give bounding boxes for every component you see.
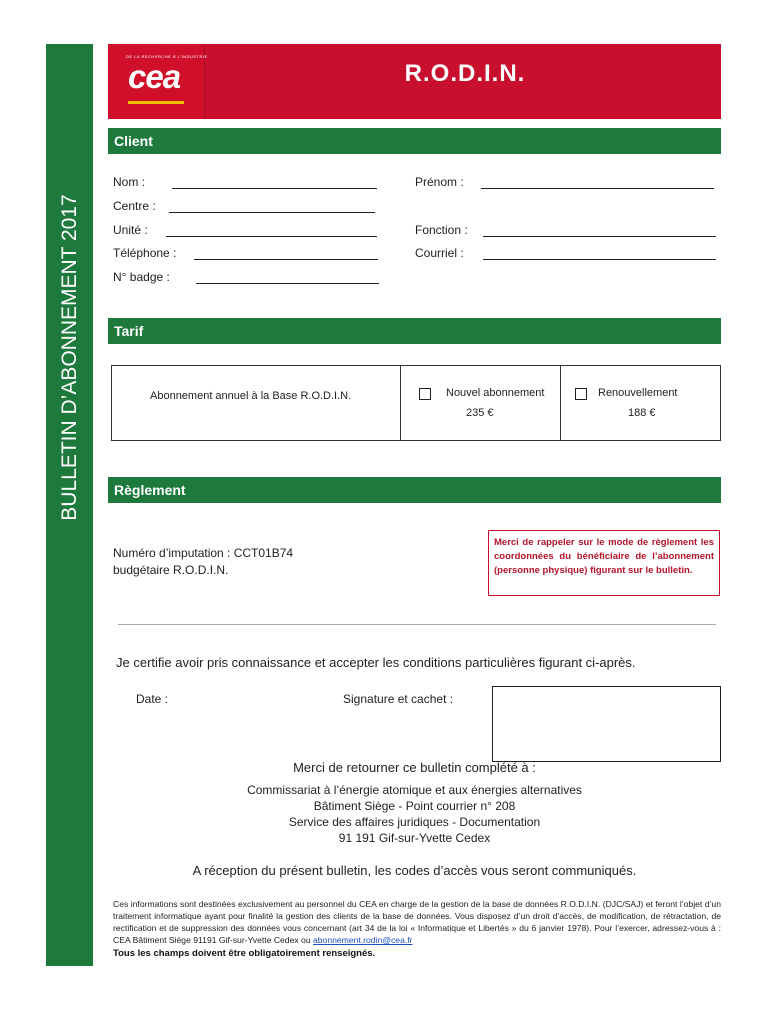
prenom-label: Prénom : <box>415 175 464 189</box>
renouvellement-price: 188 € <box>628 407 656 419</box>
page-title: R.O.D.I.N. <box>404 60 526 87</box>
divider <box>118 624 716 625</box>
mandatory-note: Tous les champs doivent être obligatoirement renseignés. <box>113 948 376 959</box>
date-label: Date : <box>136 692 169 706</box>
unite-label: Unité : <box>113 223 148 237</box>
sidebar-band <box>46 44 93 966</box>
centre-field[interactable] <box>169 212 375 213</box>
logo-tagline: DE LA RECHERCHE À L’INDUSTRIE <box>126 54 208 59</box>
reception-note: A réception du présent bulletin, les codes d’accès vous seront communiqués. <box>192 863 637 878</box>
privacy-text: Ces informations sont destinées exclusivement au personnel du CEA en charge de la gestion de la base de données R.O.D.I.N. (DJC/SAJ) et feront l’objet d’un traitement informatique ayant pour finalité la gestion des clients de la base de données. Vous disposez d’un droit d’accès, de modification, de rétractation, de rectification et de suppression des données vous concernant (art 34 de la loi « Informatique et Libertés » du 6 janvier 1978). Pour l’exercer, adressez-vous à : CEA Bâtiment Siège 91191 Gif-sur-Yvette Cedex ou <box>113 899 721 945</box>
certification-text: Je certifie avoir pris connaissance et accepter les conditions particulières figurant ci-après. <box>116 655 636 670</box>
centre-label: Centre : <box>113 199 156 213</box>
renouvellement-checkbox[interactable] <box>575 388 587 400</box>
tarif-divider <box>560 365 561 441</box>
tarif-description: Abonnement annuel à la Base R.O.D.I.N. <box>150 390 352 402</box>
signature-label: Signature et cachet : <box>343 692 454 706</box>
unite-field[interactable] <box>166 236 377 237</box>
imputation-line2: budgétaire R.O.D.I.N. <box>113 563 229 577</box>
renouvellement-label: Renouvellement <box>598 387 678 399</box>
logo-underline <box>128 101 184 104</box>
nouvel-abonnement-label: Nouvel abonnement <box>446 387 545 399</box>
cea-logo <box>108 44 208 119</box>
telephone-label: Téléphone : <box>113 246 177 260</box>
section-reglement: Règlement <box>108 477 721 503</box>
badge-field[interactable] <box>196 283 379 284</box>
courriel-label: Courriel : <box>415 246 464 260</box>
imputation-line1: Numéro d’imputation : CCT01B74 <box>113 546 294 560</box>
fonction-field[interactable] <box>483 236 716 237</box>
nom-label: Nom : <box>113 175 146 189</box>
return-line1: Commissariat à l’énergie atomique et aux énergies alternatives <box>247 783 582 797</box>
return-line3: Service des affaires juridiques - Documentation <box>288 815 541 829</box>
bulletin-title: BULLETIN D’ABONNEMENT 2017 <box>58 194 81 521</box>
nouvel-abonnement-checkbox[interactable] <box>419 388 431 400</box>
telephone-field[interactable] <box>194 259 378 260</box>
fonction-label: Fonction : <box>415 223 468 237</box>
tarif-divider <box>400 365 401 441</box>
badge-label: N° badge : <box>113 270 170 284</box>
return-line2: Bâtiment Siège - Point courrier n° 208 <box>313 799 516 813</box>
prenom-field[interactable] <box>481 188 714 189</box>
privacy-notice <box>113 898 721 946</box>
nouvel-abonnement-price: 235 € <box>466 407 494 419</box>
signature-box[interactable] <box>492 686 721 762</box>
return-line4: 91 191 Gif-sur-Yvette Cedex <box>338 831 491 845</box>
section-client: Client <box>108 128 721 154</box>
section-tarif: Tarif <box>108 318 721 344</box>
email-link[interactable]: abonnement.rodin@cea.fr <box>313 935 413 945</box>
logo-text: cea <box>128 58 181 95</box>
courriel-field[interactable] <box>483 259 716 260</box>
payment-note: Merci de rappeler sur le mode de règlement les coordonnées du bénéficiaire de l’abonnement (personne physique) figurant sur le bulletin. <box>488 530 720 596</box>
nom-field[interactable] <box>172 188 377 189</box>
tarif-table <box>111 365 721 441</box>
return-intro: Merci de retourner ce bulletin complété à : <box>293 760 536 775</box>
